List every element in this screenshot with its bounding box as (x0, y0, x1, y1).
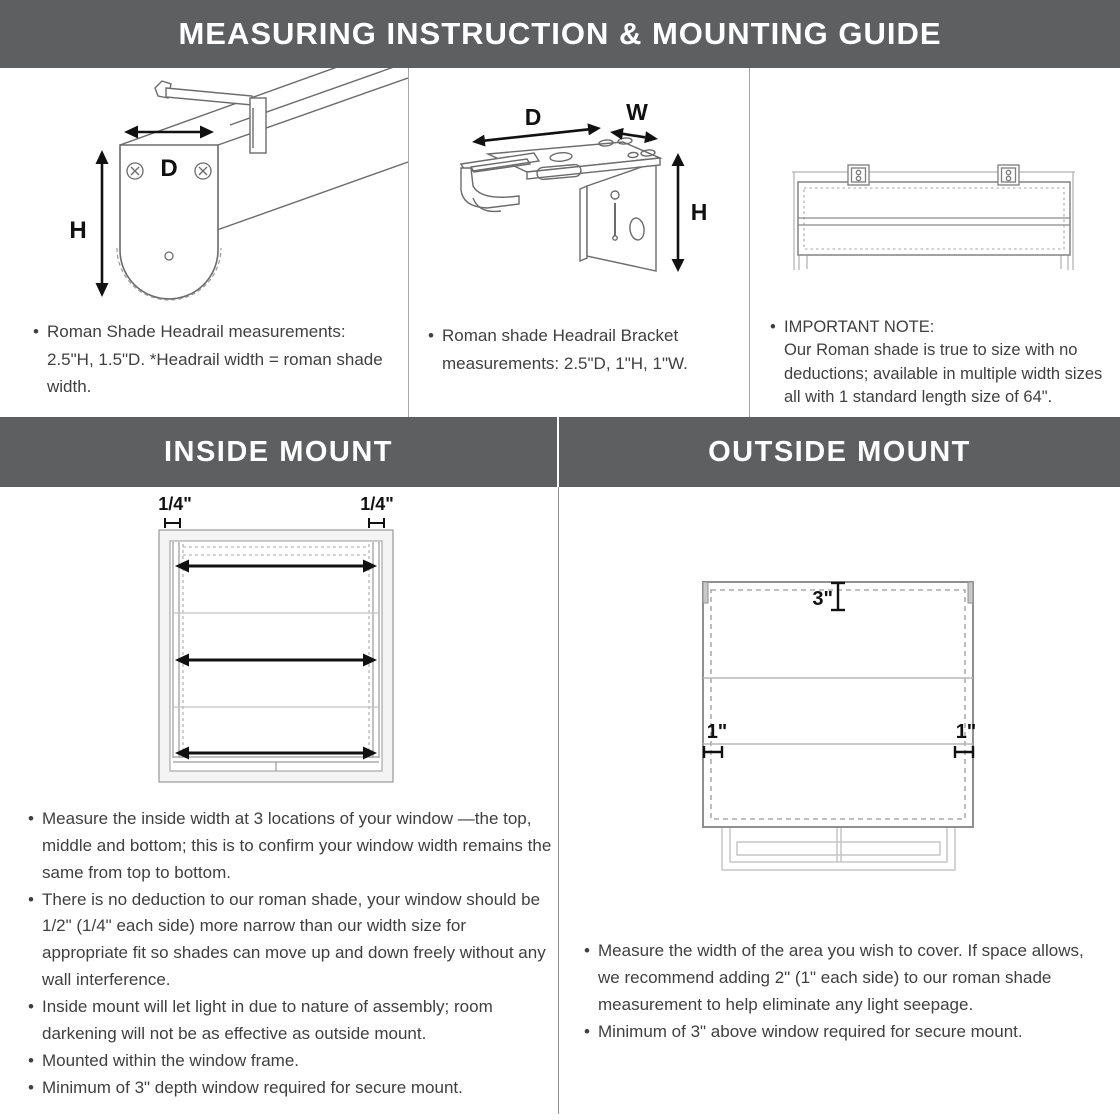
list-item: • Mounted within the window frame. (28, 1048, 552, 1075)
mounting-bracket-icon (998, 165, 1019, 185)
overlap-left-label: 1" (706, 721, 728, 743)
bracket-vertical-plate (580, 162, 656, 271)
bullet-icon: • (28, 997, 34, 1017)
bullet-icon: • (770, 318, 776, 336)
important-note-heading: IMPORTANT NOTE: (784, 318, 935, 336)
headrail-height-label: H (69, 217, 87, 244)
headrail-depth-label: D (160, 155, 178, 182)
panel-headrail (0, 68, 408, 417)
column-divider (558, 487, 559, 1114)
bullet-icon: • (584, 1021, 590, 1041)
bullet-icon: • (28, 889, 34, 909)
list-item: • Measure the width of the area you wish to cover. If space allows, we recommend adding 2" (1" each side) to our roman shade measurement to help eliminate any light seepage. (584, 938, 1108, 1019)
inside-mount-diagram (148, 492, 448, 792)
bracket-width-label: W (626, 99, 648, 125)
bullet-icon: • (584, 941, 590, 960)
panel-bracket (409, 68, 749, 417)
bracket-height-label: H (690, 199, 708, 225)
inside-mount-bullets (28, 806, 552, 1101)
list-item: • There is no deduction to our roman shade, your window should be 1/2" (1/4" each side) more narrow than our width size for appropriate fit so shades can move up and down freely without any wall interference. (28, 887, 552, 994)
headrail-height-arrow (96, 150, 109, 297)
list-item: • Minimum of 3" depth window required for secure mount. (28, 1075, 552, 1102)
inside-mount-header: INSIDE MOUNT (0, 417, 557, 487)
headrail-bracket-on-rail (155, 81, 266, 153)
headrail-diagram (0, 68, 408, 318)
outside-mount-diagram (680, 560, 1000, 890)
bracket-height-arrow (672, 153, 685, 272)
bracket-note: • Roman shade Headrail Bracket measurements: 2.5"D, 1"H, 1"W. (428, 322, 728, 377)
bracket-depth-label: D (524, 104, 542, 130)
page-title: MEASURING INSTRUCTION & MOUNTING GUIDE (0, 0, 1120, 68)
gap-right-label: 1/4" (360, 494, 394, 514)
overlap-top-label: 3" (812, 588, 833, 610)
bracket-mark-left (703, 582, 708, 603)
list-item: • Minimum of 3" above window required for secure mount. (584, 1019, 1108, 1046)
list-item: • Measure the inside width at 3 locations of your window —the top, middle and bottom; this is to confirm your window width remains the same from top to bottom. (28, 806, 552, 887)
headrail-front-view (798, 182, 1070, 255)
bullet-icon: • (428, 326, 434, 345)
mounting-bracket-icon (848, 165, 869, 185)
bracket-diagram (409, 68, 749, 318)
important-note (770, 316, 1106, 410)
outside-mount-header: OUTSIDE MOUNT (559, 417, 1120, 487)
gap-left-tick (165, 518, 180, 528)
outside-mount-bullets (584, 938, 1108, 1045)
bullet-icon: • (28, 1050, 34, 1070)
bracket-mark-right (968, 582, 973, 603)
headrail-note: • Roman Shade Headrail measurements: 2.5"H, 1.5"D. *Headrail width = roman shade width. (33, 318, 385, 401)
panel-important-note (750, 68, 1120, 417)
gap-right-tick (369, 518, 384, 528)
overlap-right-label: 1" (955, 721, 977, 743)
bracket-front-clip (461, 153, 539, 211)
shade-panel (703, 582, 973, 827)
gap-left-label: 1/4" (158, 494, 192, 514)
bracket-width-arrow (610, 128, 658, 143)
mounted-headrail-diagram (750, 68, 1120, 308)
bullet-icon: • (33, 322, 39, 341)
important-note-body: Our Roman shade is true to size with no deductions; available in multiple width sizes all with 1 standard length size of 64". (784, 341, 1103, 407)
bullet-icon: • (28, 809, 34, 828)
list-item: • Inside mount will let light in due to nature of assembly; room darkening will not be as effective as outside mount. (28, 994, 552, 1048)
bullet-icon: • (28, 1077, 34, 1097)
window-inner-frame (170, 541, 382, 771)
